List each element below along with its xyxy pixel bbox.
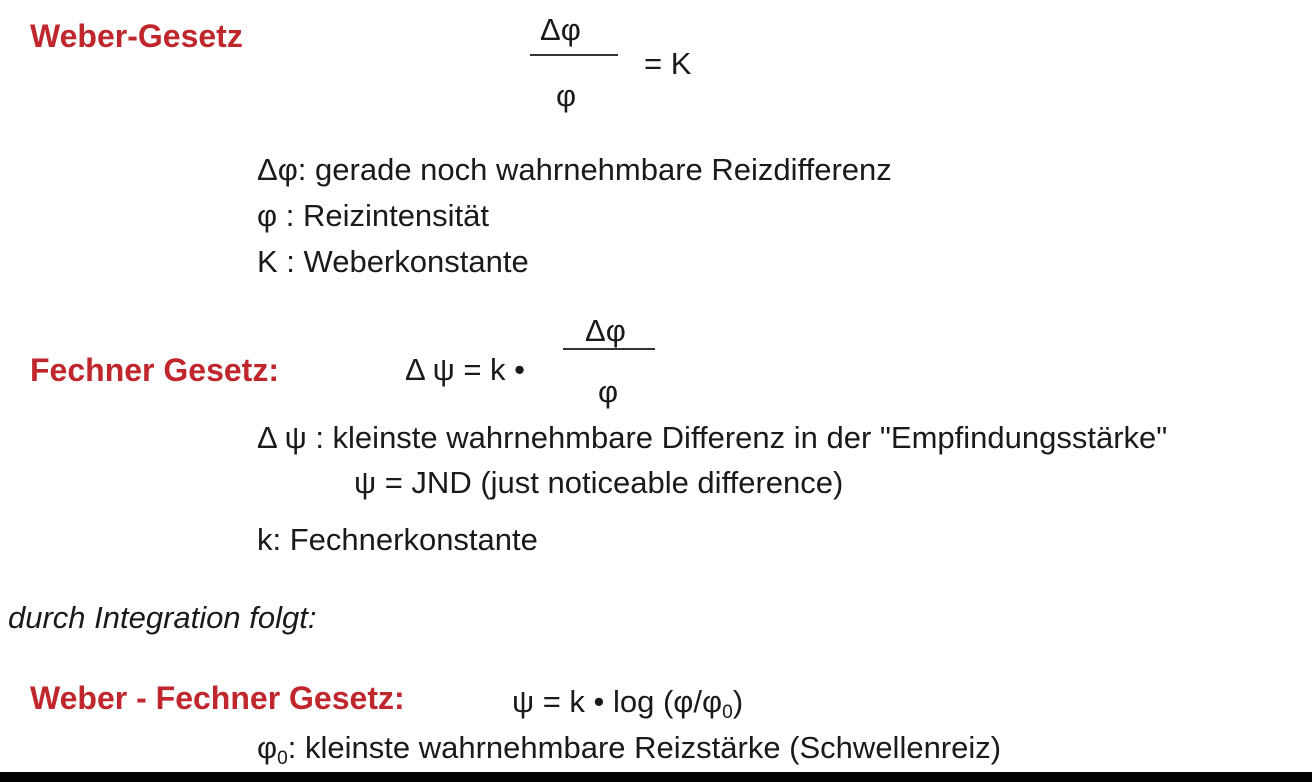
weber-denominator: φ: [556, 78, 577, 113]
weber-fechner-def-phi0: $\varphi_0$: kleinste wahrnehmbare Reizstärke (Schwellenreiz): [257, 730, 1002, 769]
weber-rhs: = K: [644, 46, 692, 81]
fechner-lhs: Δ ψ = k •: [405, 352, 526, 387]
fechner-heading: Fechner Gesetz:: [30, 352, 279, 388]
weber-fechner-formula: ψ = k • $\log (\varphi/\varphi_0)$: [512, 684, 744, 723]
weber-fechner-heading: Weber - Fechner Gesetz:: [30, 680, 405, 716]
weber-heading: Weber-Gesetz: [30, 18, 243, 54]
fechner-def-delta-psi: Δ ψ : kleinste wahrnehmbare Differenz in der "Empfindungsstärke": [257, 420, 1168, 455]
bottom-rule: [0, 772, 1312, 782]
fechner-denominator: φ: [598, 374, 619, 409]
weber-def-phi: φ : Reizintensität: [257, 198, 490, 233]
integration-note: durch Integration folgt:: [8, 600, 317, 635]
weber-numerator: Δφ: [540, 12, 581, 47]
fechner-def-psi-jnd: ψ = JND (just noticeable difference): [354, 465, 844, 500]
fechner-numerator: Δφ: [585, 313, 626, 348]
weber-fraction-line: [530, 54, 618, 56]
weber-def-k: K : Weberkonstante: [257, 244, 529, 279]
weber-def-delta-phi: Δφ: gerade noch wahrnehmbare Reizdifferenz: [257, 152, 892, 187]
fechner-fraction-line: [563, 348, 655, 350]
fechner-def-k: k: Fechnerkonstante: [257, 522, 538, 557]
